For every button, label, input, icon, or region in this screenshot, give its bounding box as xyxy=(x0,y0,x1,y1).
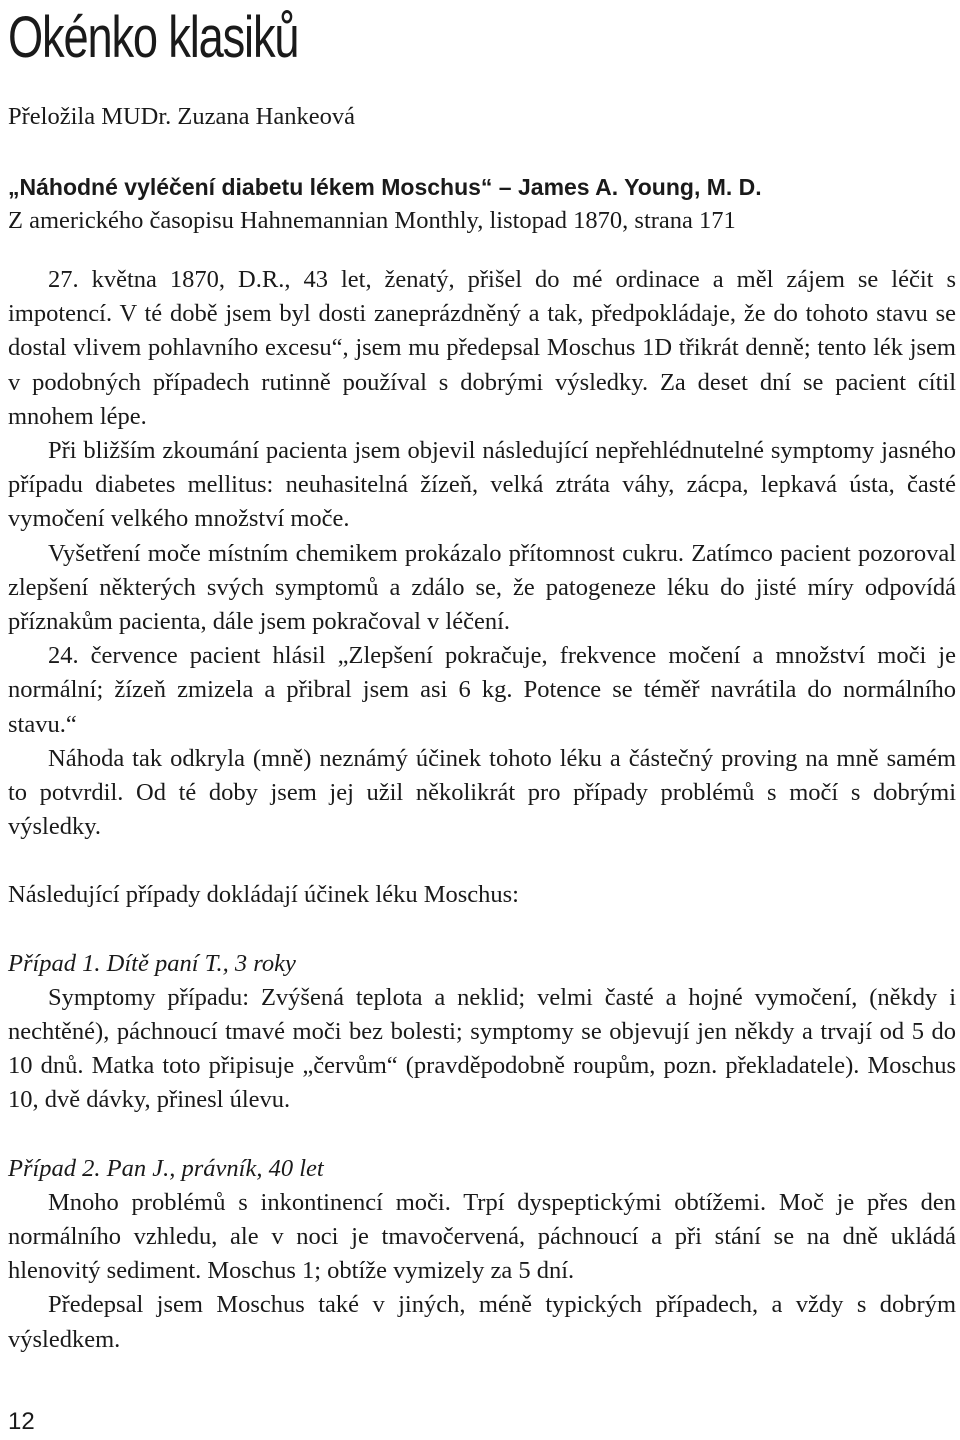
paragraph-3: Vyšetření moče místním chemikem prokázalo přítomnost cukru. Zatímco pacient pozoroval zlepšení některých svých symptomů a zdálo se, že patogeneze léku do jisté míry odpovídá příznakům pacienta, dále jsem pokračoval v léčení. xyxy=(8,539,956,636)
spacer xyxy=(8,1118,956,1152)
closing-paragraph: Předepsal jsem Moschus také v jiných, méně typických případech, a vždy s dobrým výsledkem. xyxy=(8,1291,956,1353)
paragraph-2: Při bližším zkoumání pacienta jsem objevil následující nepřehlédnutelné symptomy jasného případu diabetes mellitus: neuhasitelná žízeň, velká ztráta váhy, zácpa, lepkavá ústa, časté vymočení velkého množství moče. xyxy=(8,437,956,533)
paragraph-4: 24. července pacient hlásil „Zlepšení pokračuje, frekvence močení a množství moči je normální; žízeň zmizela a přibral jsem asi 6 kg. Potence se téměř navrátila do normálního stavu.“ xyxy=(8,642,956,738)
cases-intro: Následující případy dokládají účinek léku Moschus: xyxy=(8,881,519,909)
article-body xyxy=(8,263,956,1357)
spacer xyxy=(8,844,956,878)
case-2-text: Mnoho problémů s inkontinencí moči. Trpí dyspeptickými obtížemi. Moč je přes den normálního vzhledu, ale v noci je tmavočervená, páchnoucí a při stání se na dně ukládá hlenovitý sediment. Moschus 1; obtíže vymizely za 5 dní. xyxy=(8,1188,956,1285)
translator-credit: Přeložila MUDr. Zuzana Hankeová xyxy=(8,103,355,130)
case-2-title: Případ 2. Pan J., právník, 40 let xyxy=(8,1154,324,1182)
case-1-title: Případ 1. Dítě paní T., 3 roky xyxy=(8,949,296,977)
article-title: „Náhodné vyléčení diabetu lékem Moschus“ – James A. Young, M. D. xyxy=(8,174,762,200)
case-1-text: Symptomy případu: Zvýšená teplota a neklid; velmi časté a hojné vymočení, (někdy i nechtěné), páchnoucí tmavé moči bez bolesti; symptomy se objevují jen někdy a trvají od 5 do 10 dnů. Matka toto připisuje „červům“ (pravděpodobně roupům, pozn. překladatele). Moschus 10, dvě dávky, přinesl úlevu. xyxy=(8,983,956,1114)
article-source: Z amerického časopisu Hahnemannian Monthly, listopad 1870, strana 171 xyxy=(8,207,736,234)
article-heading xyxy=(8,170,958,238)
paragraph-1: 27. května 1870, D.R., 43 let, ženatý, přišel do mé ordinace a měl zájem se léčit s impotencí. V té době jsem byl dosti zaneprázdněný a tak, předpokládaje, že do tohoto stavu se dostal vlivem pohlavního excesu“, jsem mu předepsal Moschus 1D třikrát denně; tento lék jsem v podobných případech rutinně používal s dobrými výsledky. Za deset dní se pacient cítil mnohem lépe. xyxy=(8,266,956,430)
paragraph-5: Náhoda tak odkryla (mně) neznámý účinek tohoto léku a částečný proving na mně samém to potvrdil. Od té doby jsem jej užil několikrát pro případy problémů s močí s dobrými výsledky. xyxy=(8,744,956,841)
page-number: 12 xyxy=(8,1408,35,1435)
spacer xyxy=(8,913,956,947)
page-title: Okénko klasiků xyxy=(8,5,299,70)
